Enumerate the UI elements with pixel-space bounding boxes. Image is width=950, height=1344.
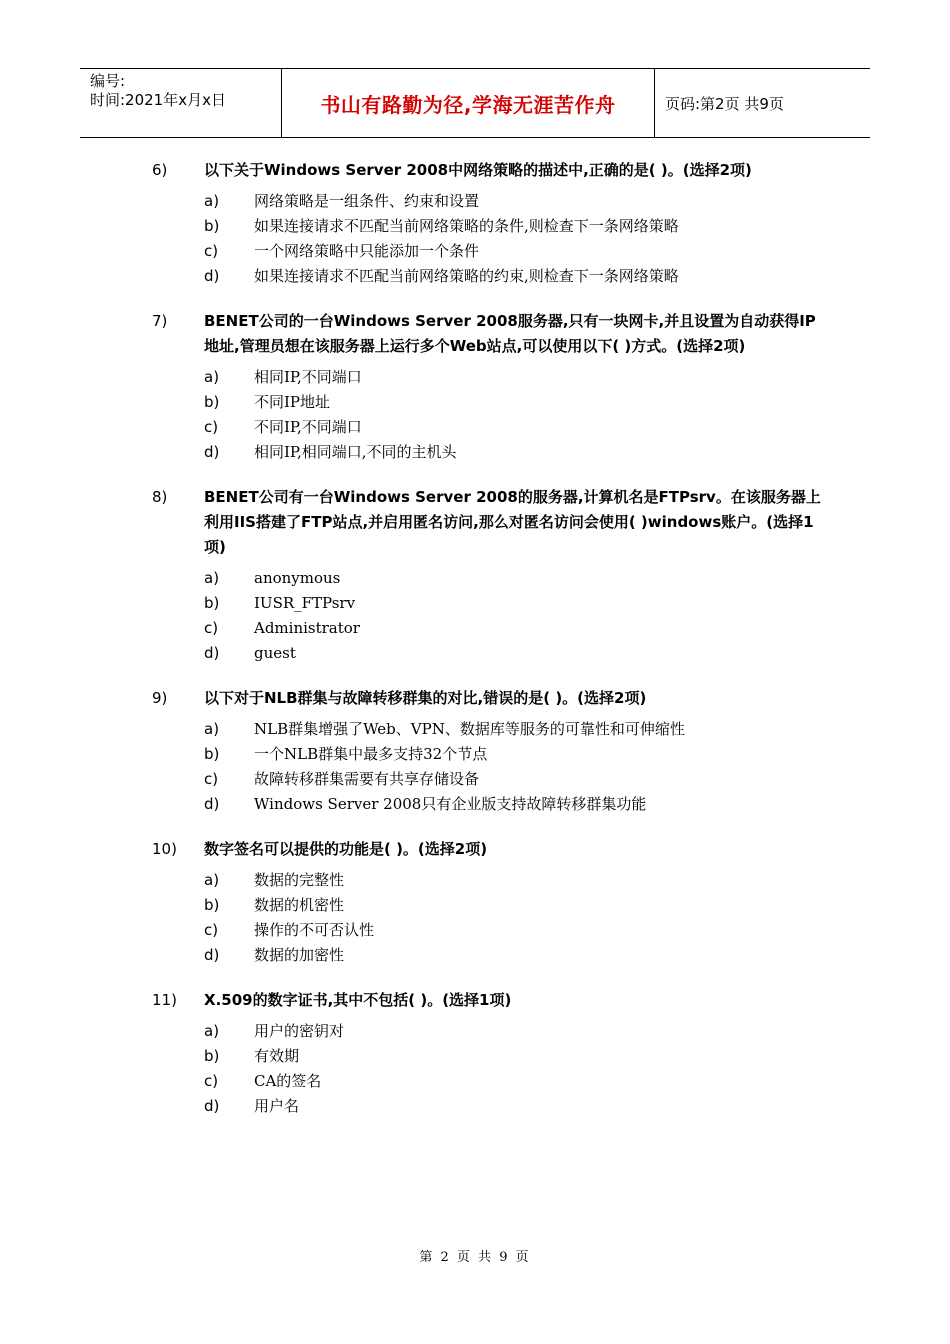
question-text: BENET公司的一台Windows Server 2008服务器,只有一块网卡,并且设置为自动获得IP地址,管理员想在该服务器上运行多个Web站点,可以使用以下( )方式。(选择2项) [204, 312, 816, 355]
option-letter: d) [204, 267, 220, 285]
option-text: 有效期 [254, 1047, 300, 1065]
option-letter: c) [204, 619, 219, 637]
question-item [152, 309, 822, 465]
option-list [204, 717, 822, 817]
option-item [204, 214, 822, 239]
option-item [204, 641, 822, 666]
question-item [152, 686, 822, 817]
question-header [152, 837, 822, 862]
option-letter: b) [204, 393, 220, 411]
option-letter: b) [204, 896, 220, 914]
option-item [204, 943, 822, 968]
option-item [204, 792, 822, 817]
question-text: X.509的数字证书,其中不包括( )。(选择1项) [204, 991, 512, 1009]
question-number: 11) [152, 991, 177, 1009]
question-number: 7) [152, 312, 168, 330]
page-header [80, 68, 870, 138]
option-letter: a) [204, 871, 220, 889]
option-item [204, 189, 822, 214]
question-header [152, 988, 822, 1013]
option-item [204, 591, 822, 616]
option-letter: d) [204, 1097, 220, 1115]
question-item [152, 485, 822, 666]
option-letter: a) [204, 192, 220, 210]
option-item [204, 1044, 822, 1069]
option-item [204, 868, 822, 893]
question-number: 9) [152, 689, 168, 707]
option-text: 故障转移群集需要有共享存储设备 [254, 770, 480, 788]
option-text: 一个网络策略中只能添加一个条件 [254, 242, 480, 260]
question-header [152, 686, 822, 711]
question-header [152, 158, 822, 183]
option-text: 相同IP,不同端口 [254, 368, 362, 386]
page-footer: 第 2 页 共 9 页 [419, 1250, 531, 1265]
option-text: 相同IP,相同端口,不同的主机头 [254, 443, 457, 461]
question-item [152, 158, 822, 289]
option-text: 数据的完整性 [254, 871, 345, 889]
option-text: Administrator [254, 619, 360, 637]
option-text: 网络策略是一组条件、约束和设置 [254, 192, 480, 210]
page-info: 页码:第2页 共9页 [665, 94, 784, 113]
option-letter: c) [204, 770, 219, 788]
header-motto-cell [282, 69, 655, 137]
question-text: 以下对于NLB群集与故障转移群集的对比,错误的是( )。(选择2项) [204, 689, 647, 707]
option-letter: b) [204, 594, 220, 612]
option-letter: d) [204, 443, 220, 461]
option-text: 用户名 [254, 1097, 300, 1115]
option-item [204, 390, 822, 415]
option-item [204, 717, 822, 742]
option-item [204, 440, 822, 465]
question-item [152, 837, 822, 968]
option-item [204, 365, 822, 390]
option-letter: c) [204, 921, 219, 939]
motto-text: 书山有路勤为径,学海无涯苦作舟 [320, 92, 616, 117]
option-text: 数据的加密性 [254, 946, 345, 964]
option-text: 用户的密钥对 [254, 1022, 345, 1040]
option-list [204, 189, 822, 289]
option-text: NLB群集增强了Web、VPN、数据库等服务的可靠性和可伸缩性 [254, 720, 685, 738]
option-text: 不同IP,不同端口 [254, 418, 362, 436]
option-letter: b) [204, 217, 220, 235]
option-letter: a) [204, 1022, 220, 1040]
option-text: 一个NLB群集中最多支持32个节点 [254, 745, 488, 763]
option-letter: a) [204, 569, 220, 587]
question-text: BENET公司有一台Windows Server 2008的服务器,计算机名是FTPsrv。在该服务器上利用IIS搭建了FTP站点,并启用匿名访问,那么对匿名访问会使用( )windows账户。(选择1项) [204, 488, 821, 556]
option-item [204, 264, 822, 289]
time-label: 时间:2021年x月x日 [90, 91, 226, 109]
question-number: 8) [152, 488, 168, 506]
option-letter: a) [204, 368, 220, 386]
question-text: 以下关于Windows Server 2008中网络策略的描述中,正确的是( )。(选择2项) [204, 161, 752, 179]
option-text: CA的签名 [254, 1072, 322, 1090]
option-item [204, 616, 822, 641]
question-item [152, 988, 822, 1119]
option-letter: d) [204, 946, 220, 964]
header-info-cell [80, 69, 282, 137]
question-number: 10) [152, 840, 177, 858]
option-list [204, 566, 822, 666]
option-item [204, 1019, 822, 1044]
option-text: 数据的机密性 [254, 896, 345, 914]
option-letter: b) [204, 1047, 220, 1065]
option-letter: c) [204, 242, 219, 260]
question-header [152, 309, 822, 359]
option-text: 不同IP地址 [254, 393, 331, 411]
option-text: 如果连接请求不匹配当前网络策略的约束,则检查下一条网络策略 [254, 267, 679, 285]
code-label: 编号: [90, 72, 126, 90]
option-text: anonymous [254, 569, 341, 587]
option-text: Windows Server 2008只有企业版支持故障转移群集功能 [254, 795, 647, 813]
option-item [204, 239, 822, 264]
option-item [204, 918, 822, 943]
option-item [204, 415, 822, 440]
option-list [204, 1019, 822, 1119]
option-list [204, 365, 822, 465]
option-item [204, 893, 822, 918]
option-list [204, 868, 822, 968]
option-text: 操作的不可否认性 [254, 921, 375, 939]
option-letter: d) [204, 644, 220, 662]
option-letter: a) [204, 720, 220, 738]
option-letter: c) [204, 1072, 219, 1090]
option-item [204, 1094, 822, 1119]
question-number: 6) [152, 161, 168, 179]
option-text: guest [254, 644, 296, 662]
option-text: 如果连接请求不匹配当前网络策略的条件,则检查下一条网络策略 [254, 217, 679, 235]
option-item [204, 566, 822, 591]
option-text: IUSR_FTPsrv [254, 594, 356, 612]
option-item [204, 742, 822, 767]
option-letter: c) [204, 418, 219, 436]
option-letter: b) [204, 745, 220, 763]
question-text: 数字签名可以提供的功能是( )。(选择2项) [204, 840, 488, 858]
option-item [204, 1069, 822, 1094]
option-letter: d) [204, 795, 220, 813]
option-item [204, 767, 822, 792]
question-list [152, 158, 822, 1139]
question-header [152, 485, 822, 560]
